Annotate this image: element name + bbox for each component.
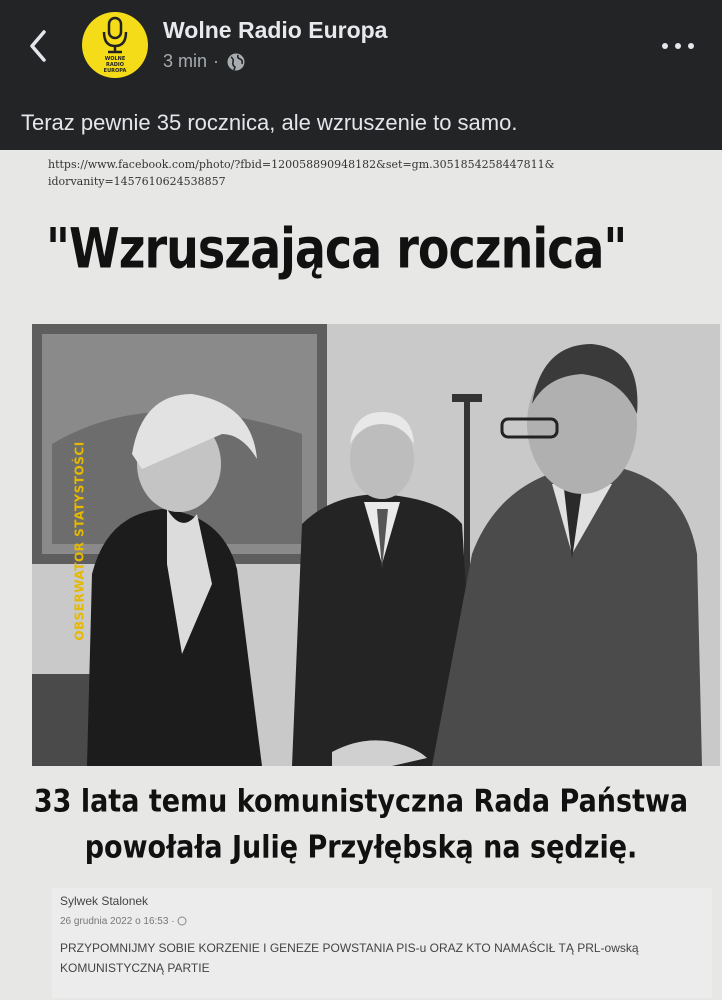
meme-headline: "Wzruszająca rocznica" [46,216,627,281]
back-chevron-icon[interactable] [24,26,54,66]
post-photo[interactable] [0,150,722,1000]
avatar-brand-line-1: WOLNE [104,56,126,62]
embedded-post [52,888,712,998]
avatar-brand-line-3: EUROPA [103,68,127,74]
meme-subline-1: 33 lata temu komunistyczna Rada Państwa [33,783,689,820]
embedded-author: Sylwek Stalonek [60,894,149,908]
photo-watermark: OBSERWATOR STATYSTOŚCI [72,441,87,641]
source-url-line-2: idorvanity=1457610624538857 [48,175,226,188]
source-url-line-1: https://www.facebook.com/photo/?fbid=120058890948182&set=gm.3051854258447811& [48,158,555,171]
globe-icon [226,52,246,72]
more-options-icon[interactable] [660,36,696,56]
source-url [48,156,554,190]
photo-illustration [32,324,720,766]
page-avatar[interactable] [82,12,148,78]
post-time[interactable]: 3 min [163,51,208,71]
embedded-date [60,916,187,927]
meme-subline-2: powołała Julię Przyłębską na sędzię. [84,829,638,866]
page-name[interactable]: Wolne Radio Europa [163,17,388,43]
news-photograph [32,324,720,766]
post-caption: Teraz pewnie 35 rocznica, ale wzruszenie to samo. [21,110,518,135]
embedded-date-text: 26 grudnia 2022 o 16:53 · [60,916,178,927]
meta-separator: · [213,51,220,71]
post-meta [163,51,246,72]
embedded-post-text: PRZYPOMNIJMY SOBIE KORZENIE I GENEZE POWSTANIA PIS-u ORAZ KTO NAMAŚCIŁ TĄ PRL-owską KOMUNISTYCZNĄ PARTIE [60,941,639,975]
post-header [0,0,722,95]
avatar-brand-line-2: RADIO [106,62,124,68]
embedded-globe-icon [177,916,187,926]
